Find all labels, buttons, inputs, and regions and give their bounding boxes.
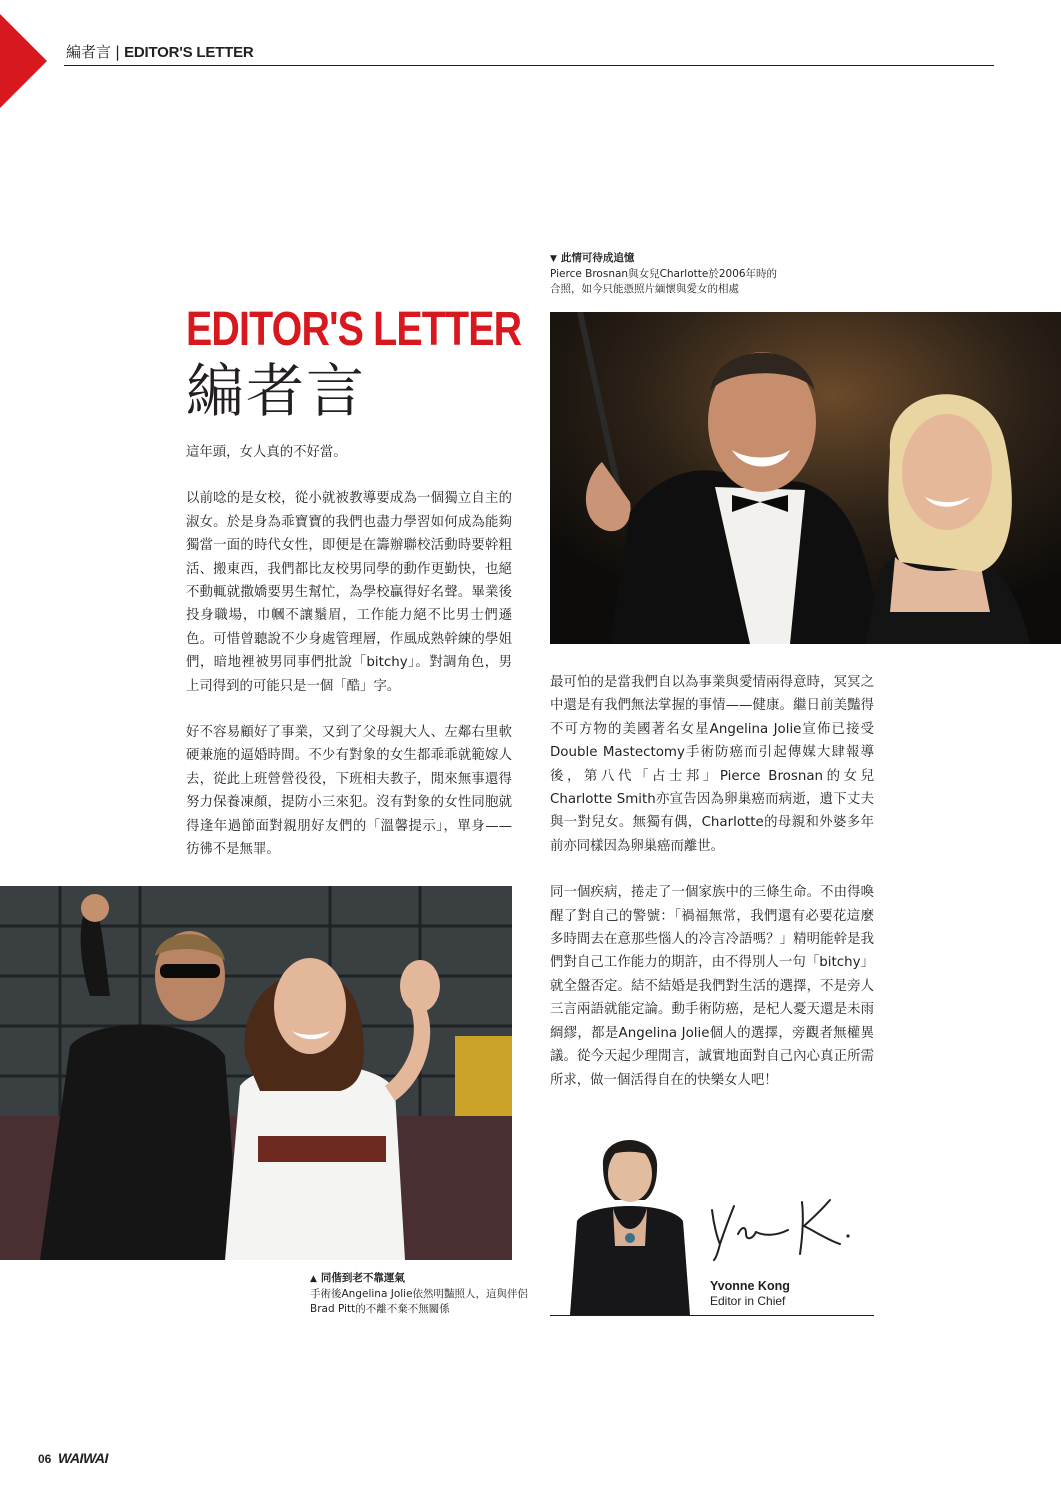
magazine-brand-logo: WAIWAI <box>58 1450 108 1466</box>
editor-portrait <box>565 1126 695 1315</box>
running-header <box>66 42 254 63</box>
body-paragraph: 同一個疾病，捲走了一個家族中的三條生命。不由得喚醒了對自己的警號：「禍福無常，我們還有必要花這麼多時間去在意那些惱人的冷言冷語嗎？」精明能幹是我們對自己工作能力的期許，由不得別人一句「bitchy」就全盤否定。結不結婚是我們對生活的選擇，不是旁人三言兩語就能定論。動手術防癌，是杞人憂天還是未雨綢繆，都是Angelina Jolie個人的選擇，旁觀者無權異議。從今天起少理閒言，誠實地面對自己內心真正所需所求，做一個活得自在的快樂女人吧！ <box>550 885 874 1088</box>
photo-illustration <box>550 312 1061 644</box>
caption-line: Pierce Brosnan與女兒Charlotte於2006年時的 <box>550 268 778 280</box>
body-paragraph: 最可怕的是當我們自以為事業與愛情兩得意時，冥冥之中還是有我們無法掌握的事情——健康。繼日前美豔得不可方物的美國著名女星Angelina Jolie宣佈已接受Double Mastectomy手術防癌而引起傳媒大肆報導後，第八代「占士邦」Pierce Brosnan的女兒Charlotte Smith亦宣告因為卵巢癌而病逝，遺下丈夫與一對兒女。無獨有偶，Charlotte的母親和外婆多年前亦同樣因為卵巢癌而離世。 <box>550 675 874 854</box>
caption-down-triangle-icon: ▼ <box>550 254 557 264</box>
photo-caption-top <box>550 251 777 297</box>
editor-role: Editor in Chief <box>710 1294 786 1308</box>
editor-name: Yvonne Kong <box>710 1279 790 1293</box>
running-header-separator: | <box>115 43 121 61</box>
photo-illustration <box>0 886 512 1260</box>
photo-angelina-jolie-brad-pitt <box>0 886 512 1260</box>
caption-line: Brad Pitt的不離不棄不無關係 <box>310 1303 450 1315</box>
page-title-en: EDITOR'S LETTER <box>186 303 522 356</box>
body-paragraph: 以前唸的是女校，從小就被教導要成為一個獨立自主的淑女。於是身為乖寶寶的我們也盡力學習如何成為能夠獨當一面的時代女性，即便是在籌辦聯校活動時要幹粗活、搬東西，我們都比友校男同學的動作更勤快，也絕不動輒就撒嬌要男生幫忙，為學校贏得好名聲。畢業後投身職場，巾幗不讓鬚眉，工作能力絕不比男士們遜色。可惜曾聽說不少身處管理層，作風成熟幹練的學姐們，暗地裡被男同事們批說「bitchy」。對調角色，男上司得到的可能只是一個「酷」字。 <box>186 491 512 694</box>
caption-title: 同偕到老不靠運氣 <box>320 1272 405 1284</box>
editor-signature <box>706 1192 866 1262</box>
photo-pierce-brosnan-charlotte <box>550 312 1061 644</box>
page-title-zh: 編者言 <box>186 357 367 425</box>
caption-line: 合照，如今只能憑照片緬懷與愛女的相處 <box>550 283 739 295</box>
body-column-right <box>550 671 874 1092</box>
portrait-illustration <box>565 1126 695 1315</box>
running-header-zh: 編者言 <box>66 43 112 61</box>
body-column-left <box>186 441 512 862</box>
intro-paragraph: 這年頭，女人真的不好當。 <box>186 445 347 460</box>
section-marker-triangle <box>0 14 47 108</box>
signature-rule <box>550 1315 874 1316</box>
photo-caption-bottom <box>310 1271 528 1317</box>
caption-up-triangle-icon: ▲ <box>310 1274 317 1284</box>
caption-line: 手術後Angelina Jolie依然明豔照人，這與伴侶 <box>310 1288 529 1300</box>
header-rule <box>64 65 994 66</box>
caption-title: 此情可待成追憶 <box>560 252 635 264</box>
page-number: 06 <box>38 1452 52 1466</box>
body-paragraph: 好不容易顧好了事業，又到了父母親大人、左鄰右里軟硬兼施的逼婚時間。不少有對象的女生都乖乖就範嫁人去，從此上班營營役役，下班相夫教子，閒來無事還得努力保養凍顏，提防小三來犯。沒有對象的女性同胞就得逢年過節面對親朋好友們的「溫馨提示」，單身——彷彿不是無罪。 <box>186 725 512 858</box>
running-header-en: EDITOR'S LETTER <box>124 44 254 61</box>
